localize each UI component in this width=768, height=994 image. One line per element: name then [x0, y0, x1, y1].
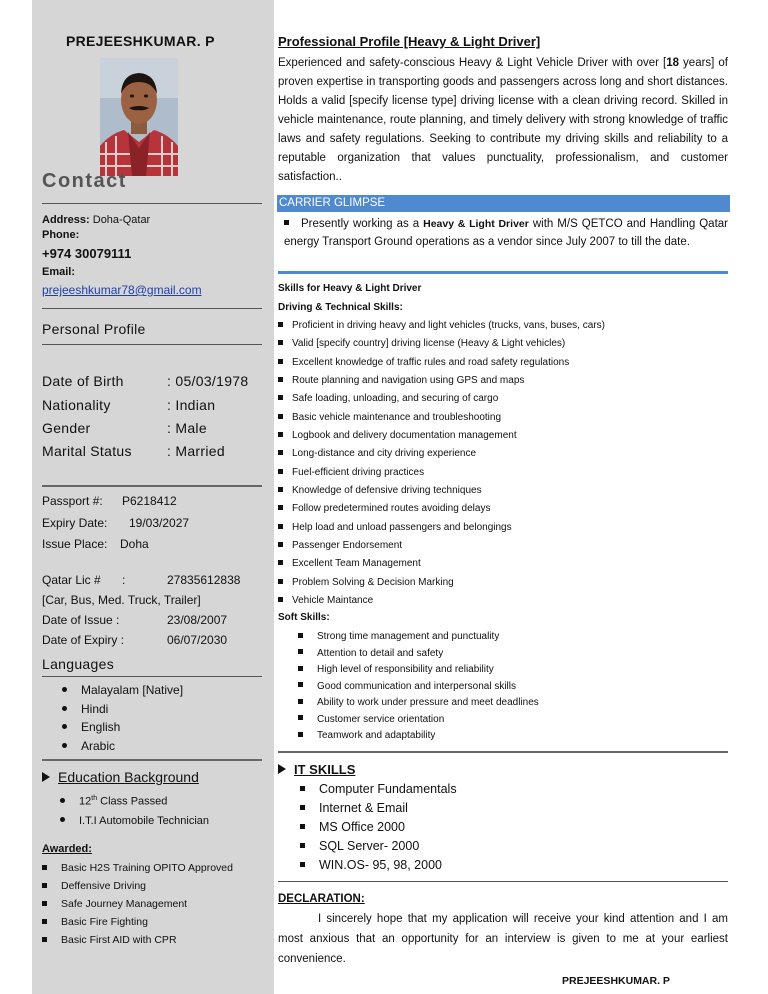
personal-top-divider: [42, 308, 262, 309]
bullet-icon: [278, 487, 283, 492]
bullet-icon: [298, 715, 303, 720]
declaration-heading: DECLARATION:: [278, 893, 365, 905]
language-item: Hindi: [62, 700, 183, 719]
bullet-icon: [298, 666, 303, 671]
education-item: 12th Class Passed: [60, 789, 209, 812]
skill-item: Valid [specify country] driving license (Heavy & Light vehicles): [278, 335, 605, 353]
bullet-icon: [300, 786, 305, 791]
passport-expiry: 19/03/2027: [129, 516, 190, 530]
phone-value[interactable]: +974 30079111: [42, 246, 132, 261]
award-item: Safe Journey Management: [42, 895, 233, 913]
award-item: Basic First AID with CPR: [42, 931, 233, 949]
skill-item: Route planning and navigation using GPS and maps: [278, 372, 605, 390]
bullet-icon: [298, 649, 303, 654]
award-item: Deffensive Driving: [42, 877, 233, 895]
skill-item: Problem Solving & Decision Marking: [278, 574, 605, 592]
awarded-heading: Awarded:: [42, 843, 92, 855]
marital-label: Marital Status: [42, 443, 132, 459]
soft-skill-item: Teamwork and adaptability: [298, 728, 539, 745]
license-expiry: 06/07/2030: [167, 633, 228, 647]
address-line: [42, 214, 150, 226]
bullet-icon: [42, 937, 47, 942]
license-classes: [Car, Bus, Med. Truck, Trailer]: [42, 593, 201, 607]
arrow-right-icon: [278, 764, 286, 774]
bullet-icon: [62, 706, 67, 711]
education-heading-row: [42, 769, 199, 785]
bullet-icon: [278, 432, 283, 437]
bullet-icon: [278, 524, 283, 529]
skill-item: Excellent knowledge of traffic rules and road safety regulations: [278, 354, 605, 372]
award-item: Basic H2S Training OPITO Approved: [42, 859, 233, 877]
it-skill-item: Internet & Email: [300, 799, 457, 818]
profile-photo: [100, 58, 178, 176]
bullet-icon: [284, 220, 289, 225]
bullet-icon: [300, 824, 305, 829]
license-number: 27835612838: [167, 573, 241, 587]
skill-item: Logbook and delivery documentation management: [278, 427, 605, 445]
bullet-icon: [60, 817, 65, 822]
carrier-text: Presently working as a Heavy & Light Driver with M/S QETCO and Handling Qatar energy Transport Ground operations as a vendor since July 2007 to till the date.: [284, 218, 728, 248]
declaration-text: I sincerely hope that my application will receive your kind attention and I am most anxious that an opportunity for an interview is given to me at your earliest convenience.: [278, 913, 728, 965]
passport-issue: Doha: [120, 537, 149, 551]
skill-item: Fuel-efficient driving practices: [278, 464, 605, 482]
passport-issue-label: Issue Place:: [42, 537, 108, 551]
license-issue-label: Date of Issue :: [42, 613, 120, 627]
license-colon: :: [122, 573, 126, 587]
it-skill-item: WIN.OS- 95, 98, 2000: [300, 856, 457, 875]
languages-list: [62, 681, 183, 755]
bullet-icon: [278, 395, 283, 400]
bullet-icon: [278, 359, 283, 364]
bullet-icon: [42, 901, 47, 906]
skill-item: Safe loading, unloading, and securing of cargo: [278, 390, 605, 408]
education-heading: Education Background: [58, 769, 199, 785]
carrier-divider: [278, 271, 728, 274]
contact-divider: [42, 203, 262, 204]
bullet-icon: [62, 724, 67, 729]
bullet-icon: [278, 560, 283, 565]
dob-value: : 05/03/1978: [167, 373, 249, 389]
bullet-icon: [278, 505, 283, 510]
phone-label: Phone:: [42, 229, 80, 241]
gender-label: Gender: [42, 420, 91, 436]
skill-item: Proficient in driving heavy and light vehicles (trucks, vans, buses, cars): [278, 317, 605, 335]
bullet-icon: [278, 579, 283, 584]
bullet-icon: [278, 542, 283, 547]
skill-item: Passenger Endorsement: [278, 537, 605, 555]
bullet-icon: [298, 682, 303, 687]
skills-heading: Skills for Heavy & Light Driver: [278, 283, 422, 294]
bullet-icon: [278, 322, 283, 327]
soft-skill-item: Attention to detail and safety: [298, 646, 539, 663]
nationality-value: : Indian: [167, 397, 216, 413]
name-header: PREJEESHKUMAR. P: [66, 33, 215, 49]
bullet-icon: [298, 732, 303, 737]
it-divider: [278, 751, 728, 753]
skill-item: Follow predetermined routes avoiding delays: [278, 500, 605, 518]
personal-bottom-divider: [42, 344, 262, 345]
bullet-icon: [42, 919, 47, 924]
language-item: Arabic: [62, 737, 183, 756]
bullet-icon: [42, 883, 47, 888]
skill-item: Help load and unload passengers and belongings: [278, 519, 605, 537]
email-link[interactable]: prejeeshkumar78@gmail.com: [42, 283, 202, 297]
it-skill-item: Computer Fundamentals: [300, 780, 457, 799]
it-skill-item: SQL Server- 2000: [300, 837, 457, 856]
license-issue: 23/08/2007: [167, 613, 228, 627]
contact-heading: Contact: [42, 170, 127, 192]
passport-number: P6218412: [122, 494, 177, 508]
signature-name: PREJEESHKUMAR. P: [562, 975, 670, 987]
bullet-icon: [300, 862, 305, 867]
soft-skill-item: Customer service orientation: [298, 712, 539, 729]
bullet-icon: [42, 865, 47, 870]
bullet-icon: [300, 843, 305, 848]
license-label: Qatar Lic #: [42, 573, 101, 587]
it-skills-list: [300, 780, 457, 875]
language-item: Malayalam [Native]: [62, 681, 183, 700]
language-item: English: [62, 718, 183, 737]
bullet-icon: [278, 450, 283, 455]
award-item: Basic Fire Fighting: [42, 913, 233, 931]
person-photo-icon: [100, 58, 178, 176]
bullet-icon: [278, 377, 283, 382]
bullet-icon: [298, 633, 303, 638]
address-label: Address:: [42, 214, 90, 226]
profile-heading: Professional Profile [Heavy & Light Driver]: [278, 34, 541, 49]
it-skill-item: MS Office 2000: [300, 818, 457, 837]
bullet-icon: [298, 699, 303, 704]
it-heading: IT SKILLS: [294, 762, 356, 777]
education-item: I.T.I Automobile Technician: [60, 812, 209, 831]
nationality-label: Nationality: [42, 397, 111, 413]
education-divider: [42, 759, 262, 761]
soft-skill-item: Strong time management and punctuality: [298, 629, 539, 646]
bullet-icon: [278, 597, 283, 602]
skill-item: Excellent Team Management: [278, 555, 605, 573]
skill-item: Vehicle Maintance: [278, 592, 605, 610]
passport-number-label: Passport #:: [42, 494, 103, 508]
soft-skill-item: Good communication and interpersonal skills: [298, 679, 539, 696]
arrow-right-icon: [42, 772, 50, 782]
carrier-heading: CARRIER GLIMPSE: [277, 195, 730, 212]
profile-text: Experienced and safety-conscious Heavy & Light Vehicle Driver with over [18 years] of proven expertise in transporting goods and passengers across long and short distances. Holds a valid [specify license type] driving license with a clean driving record. Skilled in vehicle maintenance, route planning, and timely delivery with strong knowledge of traffic laws and safety regulations. Seeking to contribute my driving skills and reliability to a reputable organization that values punctuality, professionalism, and customer satisfaction..: [278, 57, 728, 183]
languages-heading: Languages: [42, 656, 114, 672]
education-list: [60, 789, 209, 831]
skill-item: Long-distance and city driving experience: [278, 445, 605, 463]
gender-value: : Male: [167, 420, 207, 436]
it-heading-row: [278, 762, 355, 777]
dob-label: Date of Birth: [42, 373, 124, 389]
soft-skills-heading: Soft Skills:: [278, 612, 330, 623]
soft-skill-item: High level of responsibility and reliability: [298, 662, 539, 679]
bullet-icon: [300, 805, 305, 810]
address-value: Doha-Qatar: [92, 214, 151, 226]
bullet-icon: [62, 687, 67, 692]
email-label: Email:: [42, 266, 76, 278]
declaration-divider: [278, 881, 728, 882]
bullet-icon: [62, 743, 67, 748]
passport-divider: [42, 485, 262, 487]
license-expiry-label: Date of Expiry :: [42, 633, 125, 647]
awarded-list: [42, 859, 233, 949]
marital-value: : Married: [167, 443, 225, 459]
bullet-icon: [60, 798, 65, 803]
skill-item: Knowledge of defensive driving techniques: [278, 482, 605, 500]
bullet-icon: [278, 340, 283, 345]
languages-divider: [42, 676, 262, 677]
driving-skills-heading: Driving & Technical Skills:: [278, 302, 403, 313]
bullet-icon: [278, 414, 283, 419]
driving-skills-list: [278, 317, 605, 611]
passport-expiry-label: Expiry Date:: [42, 516, 108, 530]
personal-heading: Personal Profile: [42, 321, 146, 337]
soft-skill-item: Ability to work under pressure and meet deadlines: [298, 695, 539, 712]
soft-skills-list: [298, 629, 539, 745]
bullet-icon: [278, 469, 283, 474]
skill-item: Basic vehicle maintenance and troubleshooting: [278, 409, 605, 427]
